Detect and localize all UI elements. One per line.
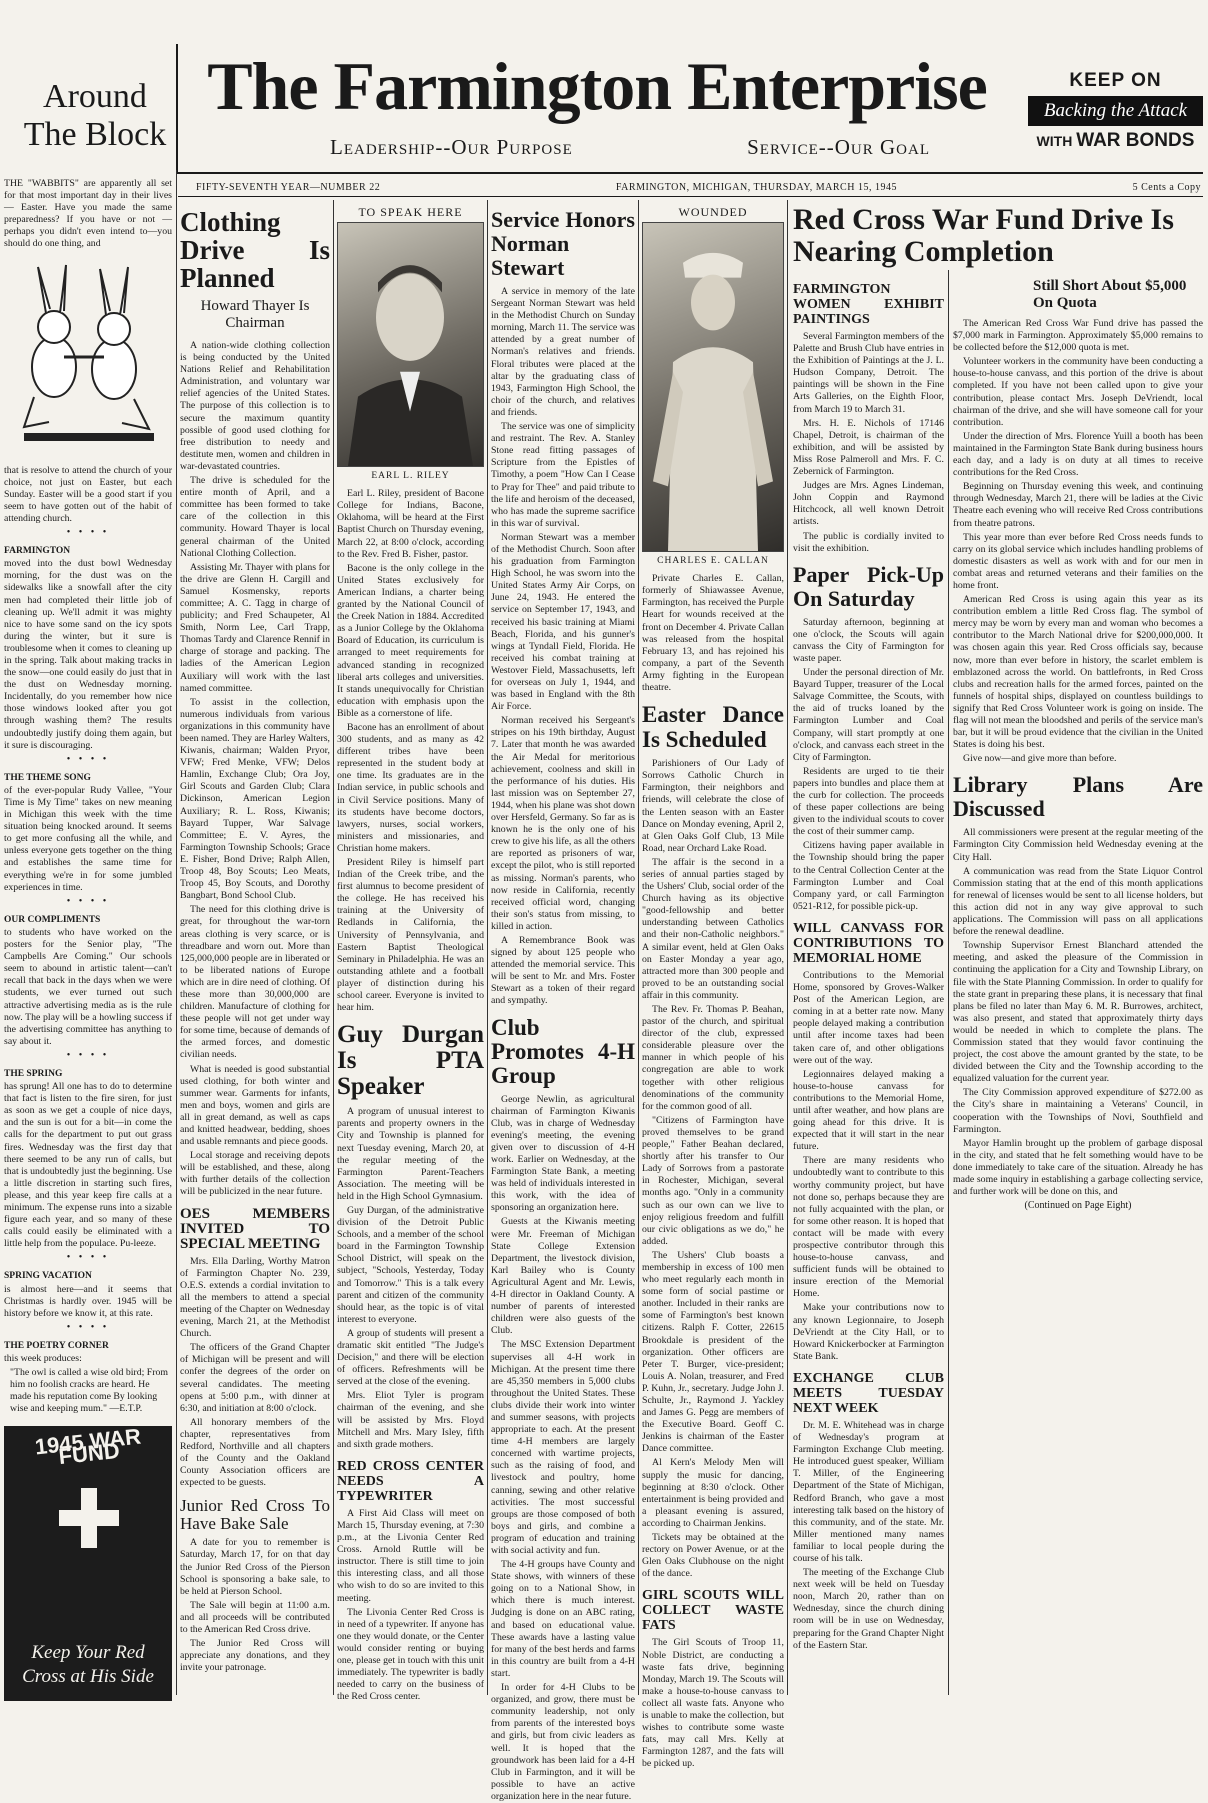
masthead-divider [176, 44, 178, 174]
motto-right: Service--Our Goal [747, 135, 930, 159]
quota-subhead: Still Short About $5,000 On Quota [1033, 278, 1187, 311]
continued-note[interactable]: (Continued on Page Eight) [1024, 1200, 1132, 1212]
clothing-drive-column: Clothing Drive Is Planned Howard Thayer Is Chairman A nation-wide clothing collection is being conducted by the United Nations Relief and Rehabilitation Administration, and voluntary war relief agencies of the United States. The purpose of this collection is to secure the maximum quantity possible of good used clothing for free distribution to needy and destitute men, women and children in war-devastated countries. The drive is scheduled for the entire month of April, and a committee has been formed to take care of the collection in this community. Howard Thayer is local general chairman of the United National Clothing Collection. Assisting Mr. Thayer with plans for the drive are Glenn H. Cargill and Samuel Kosmensky, reports committee; A. C. Tagg in charge of publicity; and Fred Schaupeter, Al Smith, Norm Lee, Carl Trapp, Thomas Tardy and Clarence Rennif in charge of storage and packing. The ladies of the American Legion Auxiliary will work with the last named committee. To assist in the collection, numerous individuals from various organizations in this community have been named. They are Harley Walters, Kiwanis, chairman; Walden Pryor, VFW; Fred Menke, VFW; Delos Hamlin, Exchange Club; Ora Joy, Girl Scouts and Garden Club; Clara Dickinson, American Legion Auxiliary; R. L. Ross, Kiwanis; Bayard Tupper, War Salvage Committee; E. V. Ayres, the Farmington Township Schools; Grace E. Fisher, Bond Drive; Ralph Allen, Troop 48, Boy Scouts; Leo Meats, Troop 45, Boy Scouts, and Dorothy Bangbart, Bond School Club. The need for this clothing drive is great, for throughout the war-torn areas clothing is very scarce, or is threadbare and worn out. More than 125,000,000 people are in liberated or to be liberated nations of Europe which are in dire need of clothing. Of these more than 30,000,000 are children. Manufacture of clothing for these people will not get under way for some time, because of demands of the armed forces, and domestic civilian needs. What is needed is good substantial used clothing, for both winter and summer wear. Garments for infants, men and boys, women and girls are all in great demand, as well as caps and knitted headwear, bedding, shoes and usable remnants and piece goods. Local storage and receiving depots will be established, and these, along with further details of the collection will be publicized in the near future. OES MEMBERS INVITED TO SPECIAL MEETING Mrs. Ella Darling, Worthy Matron of Farmington Chapter No. 239, O.E.S. extends a cordial invitation to all the members to attend a special meeting of the Chapter on Wednesday evening, March 21, at the Methodist Church. The officers of the Grand Chapter of Michigan will be present and will confer the degrees of the order on several candidates. The meeting opens at 5:00 p.m., with dinner at 6:30, and initiation at 8:00 o'clock. All honorary members of the chapter, representatives from Redford, Northville and all chapters of the County and the Oakland County Association officers are expected to be guests. Junior Red Cross To Have Bake Sale A date for you to remember is Saturday, March 17, for on that day the Junior Red Cross of the Pierson School is sponsoring a bake sale, to be held at Pierson School. The Sale will begin at 11:00 a.m. and all proceeds will be contributed to the American Red Cross drive. The Junior Red Cross will appreciate any donations, and they invite your patronage. [180, 207, 330, 1674]
exchange-club-headline: EXCHANGE CLUB MEETS TUESDAY NEXT WEEK [793, 1370, 944, 1416]
column-rule [333, 200, 334, 1695]
mottos [330, 135, 930, 160]
junior-red-cross-headline: Junior Red Cross To Have Bake Sale [180, 1496, 330, 1534]
column-rule [638, 200, 639, 1695]
paintings-column: FARMINGTON WOMEN EXHIBIT PAINTINGS Several Farmington members of the Palette and Brush Club have entries in the Exhibition of Paintings at the J. L. Hudson Company, Detroit. The paintings will be shown in the Fine Arts Galleries, on the Eighth Floor, from March 19 to March 31. Mrs. H. E. Nichols of 17146 Chapel, Detroit, is chairman of the exhibition, and will be assisted by Miss Rose Palmeroll and Mrs. F. C. Zebernick of Farmington. Judges are Mrs. Agnes Lindeman, John Coppin and Raymond Hitchcock, all well known Detroit artists. The public is cordially invited to visit the exhibition. Paper Pick-Up On Saturday Saturday afternoon, beginning at one o'clock, the Scouts will again canvass the City of Farmington for waste paper. Under the personal direction of Mr. Bayard Tupper, treasurer of the Local Salvage Committee, the Scouts, with the aid of trucks loaned by the Farmington Lumber and Coal Company, will start promptly at one o'clock, and canvass each street in the City of Farmington. Residents are urged to tie their papers into bundles and place them at the curb for collection. The proceeds of these paper collections are being given to the individual scouts to cover the cost of their summer camp. Citizens having paper available in the Township should bring the paper to the Central Collection Center at the Farmington Lumber and Coal Company yard, or call Farmington 0521-R12, for possible pick-up. WILL CANVASS FOR CONTRIBUTIONS TO MEMORIAL HOME Contributions to the Memorial Home, sponsored by Groves-Walker Post of the American Legion, are coming in at a better rate now. Many people delayed making a contribution until after income taxes had been taken care of, and other obligations were out of the way. Legionnaires delayed making a house-to-house canvass for contributions to the Memorial Home, until after weather, and how plans are going ahead for this drive. It is expected that it will start in the near future. There are many residents who undoubtedly want to contribute to this worthy community project, but have not done so, perhaps because they are not fully acquainted with the plan, or for some other reason. It is hoped that contact will be made with every prospective contributor through this house-to-house canvass, and sufficient funds will be obtained to insure erection of the Memorial Home. Make your contributions now to any known Legionnaire, to Joseph DeVriendt at the City Hall, or to Howard Knickerbocker at Farmington State Bank. EXCHANGE CLUB MEETS TUESDAY NEXT WEEK Dr. M. E. Whitehead was in charge of Wednesday's program at Farmington Exchange Club meeting. He introduced guest speaker, William T. Miller, of the Engineering Department of the State of Michigan, Redford Branch, who gave a most interesting talk based on the history of this community, and of the state. Mr. Miller mentioned many names familiar to local people during the course of his talk. The meeting of the Exchange Club next week will be held on Tuesday noon, March 20, rather than on Wednesday, since the church dining room will be in use on Wednesday, preparing for the Grand Chapter Night of the Eastern Star. [793, 282, 944, 1651]
paintings-headline: FARMINGTON WOMEN EXHIBIT PAINTINGS [793, 282, 944, 327]
dateline-price: 5 Cents a Copy [1132, 182, 1201, 193]
club-4h-headline: Club Promotes 4-H Group [491, 1014, 635, 1088]
riley-column: TO SPEAK HERE EARL L. RILEY Earl L. Riley, president of Bacone College for Indians, Bacone, Oklahoma, will be heard at the First Baptist Church on Thursday evening, March 22, at 8:00 o'clock, according to the Rev. Fred B. Fisher, pastor. Bacone is the only college in the United States exclusively for American Indians, a charter being granted by the National Council of the Creek Nation in 1884. Accredited as a Junior College by the Oklahoma Board of Education, its curriculum is arranged to meet requirements for advanced standing in recognized liberal arts colleges and universities. It stands unequivocally for Christian education with emphasis upon the Bible as a cornerstone of life. Bacone has an enrollment of about 300 students, and as many as 42 different tribes have been represented in the student body at one time. Its graduates are in the Indian service, in public schools and in Civil Service positions. Many of its students have become doctors, lawyers, nurses, social workers, ministers and missionaries, and Christian home makers. President Riley is himself part Indian of the Creek tribe, and the first alumnus to become president of the college. He has received his training at the University of Redlands in California, the University of Pennsylvania, and Eastern Baptist Theological Seminary in Philadelphia. He was an outstanding athlete and a football player of distinction during his school career. Everyone is invited to hear him. Guy Durgan Is PTA Speaker A program of unusual interest to parents and property owners in the City and Township is planned for next Tuesday evening, March 20, at the regular meeting of the Farmington Parent-Teachers Association. The meeting will be held in the High School Gymnasium. Guy Durgan, of the administrative division of the Detroit Public Schools, and a member of the school board in the Farmington Township School District, will speak on the subject, "Schools, Yesterday, Today and Tomorrow." This is a talk every parent and citizen of the community should hear, as the topic is of vital interest to everyone. A group of students will present a dramatic skit entitled "The Judge's Decision," and there will be election of officers. Refreshments will be served at the close of the evening. Mrs. Eliot Tyler is program chairman of the evening, and she will be assisted by Mrs. Floyd Mitchell and Mrs. Mary Isley, fifth and sixth grade mothers. RED CROSS CENTER NEEDS A TYPEWRITER A First Aid Class will meet on March 15, Thursday evening, at 7:30 p.m., at the Livonia Center Red Cross. Arnold Ruttle will be instructor. There is still time to join this interesting class, and all those who wish to do so are invited to this meeting. The Livonia Center Red Cross is in need of a typewriter. If anyone has one they would donate, or the Center would consider renting or buying one, please get in touch with this unit immediately. The typewriter is badly needed to carry on the business of the Red Cross center. [337, 205, 484, 1703]
column-rule [787, 200, 788, 1695]
column-rule [176, 170, 177, 1695]
red-cross-banner [793, 202, 1203, 274]
column-rule [948, 270, 949, 1695]
library-headline: Library Plans Are Discussed [953, 772, 1203, 822]
column-rule [487, 200, 488, 1695]
red-cross-headline: Red Cross War Fund Drive Is Nearing Completion [793, 203, 1174, 268]
stewart-headline: Service Honors Norman Stewart [491, 207, 635, 280]
memorial-home-headline: WILL CANVASS FOR CONTRIBUTIONS TO MEMORIAL HOME [793, 920, 944, 966]
around-the-block-title: Around The Block [23, 78, 167, 153]
typewriter-headline: RED CROSS CENTER NEEDS A TYPEWRITER [337, 1458, 484, 1504]
clothing-drive-headline: Clothing Drive Is Planned [180, 207, 330, 293]
around-the-block-column: THE "WABBITS" are apparently all set for that most important day in their lives — Easter. Have you made the same preparedness? If you have or not —perhaps you didn't even intend to—you should do one thing, and that is resolve to attend the church of your choice, not just on Easter, but each Sunday. Easter will be a good start if you seem to have gotten out of the habit of attending church. • • • • FARMINGTON moved into the dust bowl Wednesday morning, for the dust was on the sidewalks like a snowfall after the city men had completed their little job of cleaning up. We'll admit it was mighty nice to have some sand on the icy spots during the winter, but it sure is troublesome when it comes to cleaning up in the spring. Talk about making tracks in the snow—one could easily do just that in the dust on Wednesday morning. Incidentally, do you remember how nice those windows looked after you got through washing them? The results undoubtedly justify doing them again, but it sure is discouraging. • • • • THE THEME SONG of the ever-popular Rudy Vallee, "Your Time is My Time" takes on new meaning in Michigan this week with the time situation being knocked around. It seems to get more confusing all the while, and unless everyone gets together on the thing and establishes the same time for everything we're in for some jumbled experiences in time. • • • • OUR COMPLIMENTS to students who have worked on the posters for the Senior play, "The Campbells Are Coming." Our schools seem to abound in artistic talent—can't recall that back in the days when we were students, we ever turned out such attractive advertising media as is the rule now. The play will be a howling success if the advertising committee has anything to say about it. • • • • THE SPRING has sprung! All one has to do to determine that fact is listen to the fire siren, for just as soon as we get a couple of nice days, and the sun is out for a bit—in come the calls for the department to put out grass fires. Wednesday was the first day that there seemed to be any run of calls, but that is undoubtedly just the beginning. Use a little discretion in starting such fires, please, and this year keep fire calls at a minimum. The expense runs into a sizable figure each year, and so many of these calls could easily be eliminated with a little help from the populace. Pu-leeze. • • • • SPRING VACATION is almost here—and it seems that Christmas is hardly over. 1945 will be history before we know it, at this rate. • • • • THE POETRY CORNER this week produces: "The owl is called a wise old bird; From him no foolish cracks are heard. He made his reputation come By looking wise and keeping mum." —E.T.P. 1945 WAR FUND Keep Your Red Cross at His Side [4, 178, 172, 1693]
war-fund-poster: 1945 WAR FUND Keep Your Red Cross at His Side [4, 1426, 172, 1701]
dateline-volume: FIFTY-SEVENTH YEAR—NUMBER 22 [196, 182, 381, 193]
easter-dance-headline: Easter Dance Is Scheduled [642, 702, 784, 753]
callan-column: WOUNDED CHARLES E. CALLAN Private Charles E. Callan, formerly of Shiawassee Avenue, Farmington, has received the Purple Heart for wounds received at the front on December 4. Private Callan was released from the hospital February 13, and has rejoined his company, a part of the Seventh Army fighting in the European theatre. Easter Dance Is Scheduled Parishioners of Our Lady of Sorrows Catholic Church in Farmington, their neighbors and friends, will celebrate the close of the Lenten season with an Easter Dance on Monday evening, April 2, at Glen Oaks Golf Club, 13 Mile Road, near Orchard Lake Road. The affair is the second in a series of annual parties staged by the Ushers' Club, social order of the Church having as its objective "good-fellowship and better understanding between Catholics and their non-Catholic neighbors." A similar event, held at Glen Oaks on Easter Monday a year ago, attracted more than 300 people and proved to be an outstanding social affair in this community. The Rev. Fr. Thomas P. Beahan, pastor of the church, and spiritual director of the club, expressed considerable pleasure over the manner in which people of his congregation are able to work together with other religious denominations of the community for the common good of all. "Citizens of Farmington have proved themselves to be grand people," Father Beahan declared, shortly after his transfer to Our Lady of Sorrows from a pastorate in Rochester, Michigan, several months ago. "Only in a community such as our own can we live to enjoy religious freedom and fulfill our civic obligations as we do," he added. The Ushers' Club boasts a membership in excess of 100 men who meet regularly each month in some form of social pastime or another. Included in their ranks are some of Farmington's best known citizens. Ralph F. Cotter, 22615 Brookdale is president of the organization. Other officers are Peter T. Burger, vice-president; Louis A. Nolan, treasurer, and Fred P. Kuhn, Jr., secretary. Judge John J. Schulte, Jr., Raymond J. Yackley and James G. Pegg are members of the Executive Board. Geoff C. Jenkins is chairman of the Easter Dance committee. Al Kern's Melody Men will supply the music for dancing, beginning at 8:30 o'clock. Other entertainment is being provided and a pleasant evening is assured, according to Chairman Jenkins. Tickets may be obtained at the rectory on Power Avenue, or at the Glen Oaks Clubhouse on the night of the dance. GIRL SCOUTS WILL COLLECT WASTE FATS The Girl Scouts of Troop 11, Noble District, are conducting a waste fats drive, beginning Monday, March 19. The Scouts will make a house-to-house canvass to collect all waste fats. Anyone who is unable to make the collection, but wishes to contribute some waste fats, may call Mrs. Kelly at Farmington 1287, and the fats will be picked up. [642, 205, 785, 1770]
red-cross-icon [59, 1488, 119, 1548]
war-bonds-box: KEEP ON Backing the Attack WITH WAR BONDS [1028, 70, 1203, 152]
red-cross-column: Still Short About $5,000 On Quota The American Red Cross War Fund drive has passed the $7,000 mark in Farmington. Approximately $5,000 remains to be collected before the $12,000 quota is met. Volunteer workers in the community have been conducting a house-to-house canvass, and this portion of the drive is about completed. If you have not been called upon to give your contribution, please contact Mrs. Joseph DeVriendt, local chairman of the drive, and she will have someone call for your contribution. Under the direction of Mrs. Florence Yuill a booth has been maintained in the Farmington State Bank during business hours each day, and a lady is on duty at all times to receive contributions for the Red Cross. Beginning on Thursday evening this week, and continuing through Wednesday, March 21, there will be ladies at the Civic Theatre each evening who will receive Red Cross contributions from theatre patrons. This year more than ever before Red Cross needs funds to carry on its global service which includes handling problems of domestic disasters as well as work with and for our men in combat areas and returned veterans and their families on the home front. American Red Cross is using again this year as its contribution emblem a little Red Cross flag. The symbol of mercy may be worn by every man and woman who becomes a contributor to the March National drive for $200,000,000. It was chosen again this year. Red Cross officials say, because now, more than ever before in history, the scarlet emblem is emblazoned across the world. On battlefronts, in Red Cross clubs and recreation halls for the armed forces, painted on the funnels of hospital ships, displayed on countless buildings to signify that Red Cross Volunteer work is going on inside. The flag will not mean the bloodshed and perils of the service man's bar, but it will be proud evidence that the civilian in the United States is doing his best. Give now—and give more than before. Library Plans Are Discussed All commissioners were present at the regular meeting of the Farmington City Commission held Wednesday evening at the City Hall. A communication was read from the State Liquor Control Commission stating that at the end of this month applications for renewal of licenses would be sent to all license holders, but this action did not in any way give approval to such applications. The Commission will pass on all applications before the renewal deadline. Township Supervisor Ernest Blanchard attended the meeting, and asked the pleasure of the Commission in continuing the application for a City and Township Library, on file with the State Planning Commission. In order to qualify for the state grant in preparing these plans, it is necessary that final plans be filed no later than May 6. M. R. Burrowes, architect, was also present, and stated that approximately thirty days would be needed in which to complete the plans. The Commission stated that they would favor continuing the project, the cost above the amount granted by the state, to be divided between the City and the Township according to the equalized valuation for the current year. The City Commission approved expenditure of $272.00 as the City's share in maintaining a Veterans' Council, in cooperation with the Townships of Novi, Southfield and Farmington. Mayor Hamlin brought up the problem of garbage disposal in the city, and stated that he felt something would have to be done immediately to take care of the situation. Already he has made some inquiry in establishing a garbage collecting service, and further work will be done on this, and (Continued on Page Eight) [953, 278, 1203, 1212]
oes-headline: OES MEMBERS INVITED TO SPECIAL MEETING [180, 1205, 330, 1252]
clothing-drive-subhead: Howard Thayer Is Chairman [200, 298, 310, 331]
earl-riley-photo [337, 222, 484, 467]
easter-bunnies-illustration [4, 257, 172, 457]
motto-left: Leadership--Our Purpose [330, 135, 573, 159]
top-rule [178, 172, 1203, 174]
charles-callan-photo [642, 222, 784, 552]
stewart-column: Service Honors Norman Stewart A service in memory of the late Sergeant Norman Stewart was held in the Methodist Church on Sunday morning, March 11. The service was attended by a great number of Norman's relatives and friends. Floral tributes were placed at the altar by the graduating class of 1943, Farmington High School, the choir of the church, and relatives and friends. The service was one of simplicity and restraint. The Rev. A. Stanley Stone read fitting passages of Scripture from the Epistles of Timothy, a poem "How Can I Cease to Pray for Thee" and paid tribute to the life and heroism of the deceased, who has made the supreme sacrifice in this war of survival. Norman Stewart was a member of the Methodist Church. Soon after his graduation from Farmington High School, he was sworn into the United States Army Air Corps, on June 24, 1943. He entered the service on September 17, 1943, and received his basic training at Miami Beach, Florida, and his gunner's wings at Tyndall Field, Florida. He received his combat training at Westover Field, Massachusetts, left for overseas on July 1, 1944, and was based in England with the 8th Air Force. Norman received his Sergeant's stripes on his 19th birthday, August 7. Later that month he was awarded the Air Medal for meritorious achievement, coolness and skill in the performance of his duties. His last mission was on September 27, 1944, when his plane was shot down over Hersfeld, Germany. So far as is known he is the only one of his crew to give his life, as all the others are reported as prisoners of war, except the pilot, who is still reported as missing. Norman's parents, who now reside in California, recently received official word, changing their son's status from missing, to killed in action. A Remembrance Book was signed by about 125 people who attended the memorial service. This will be sent to Mr. and Mrs. Foster Stewart as a token of their regard and sympathy. Club Promotes 4-H Group George Newlin, as agricultural chairman of Farmington Kiwanis Club, was in charge of Wednesday evening's meeting, the evening given over to discussion of 4-H work. Earlier on Wednesday, at the Farmington State Bank, a meeting was held of individuals interested in this work, with the idea of sponsoring an organization here. Guests at the Kiwanis meeting were Mr. Freeman of Michigan State College Extension Department, the livestock division, Karl Bailey who is County Agricultural Agent and Mr. Lewis, 4-H director in Oakland County. A number of parents of interested children were also guests of the Club. The MSC Extension Department supervises all 4-H work in Michigan. At the present time there are 45,350 members in 5,000 clubs throughout the United States. These clubs divide their work into winter and summer seasons, with projects appropriate to each. At the present time 4-H members are largely concerned with wartime projects, such as the raising of food, and livestock and poultry, home canning, sewing and other relative activities. The most successful groups are those composed of both boys and girls, and combine a program of education and training with social activity and fun. The 4-H groups have County and State shows, with winners of these going on to a National Show, in which there is much interest. Judging is done on an ABC rating, and based on educational value. These awards have a lasting value for many of the best herds and farms in this country are built from a 4-H start. In order for 4-H Clubs to be organized, and grow, there must be community leadership, not only from parents of the interested boys and girls, but from civic leaders as well. It is hoped that the groundwork has been laid for a 4-H Club in Farmington, and it will be possible to have an active organization here in the near future. [491, 207, 635, 1802]
girl-scouts-headline: GIRL SCOUTS WILL COLLECT WASTE FATS [642, 1588, 784, 1634]
dateline [196, 182, 1201, 193]
newspaper-title: The Farmington Enterprise [207, 48, 987, 124]
dateline-place-date: FARMINGTON, MICHIGAN, THURSDAY, MARCH 15, 1945 [615, 182, 897, 193]
paper-pickup-headline: Paper Pick-Up On Saturday [793, 561, 944, 611]
dateline-rule [178, 196, 1203, 197]
durgan-headline: Guy Durgan Is PTA Speaker [337, 1021, 484, 1101]
